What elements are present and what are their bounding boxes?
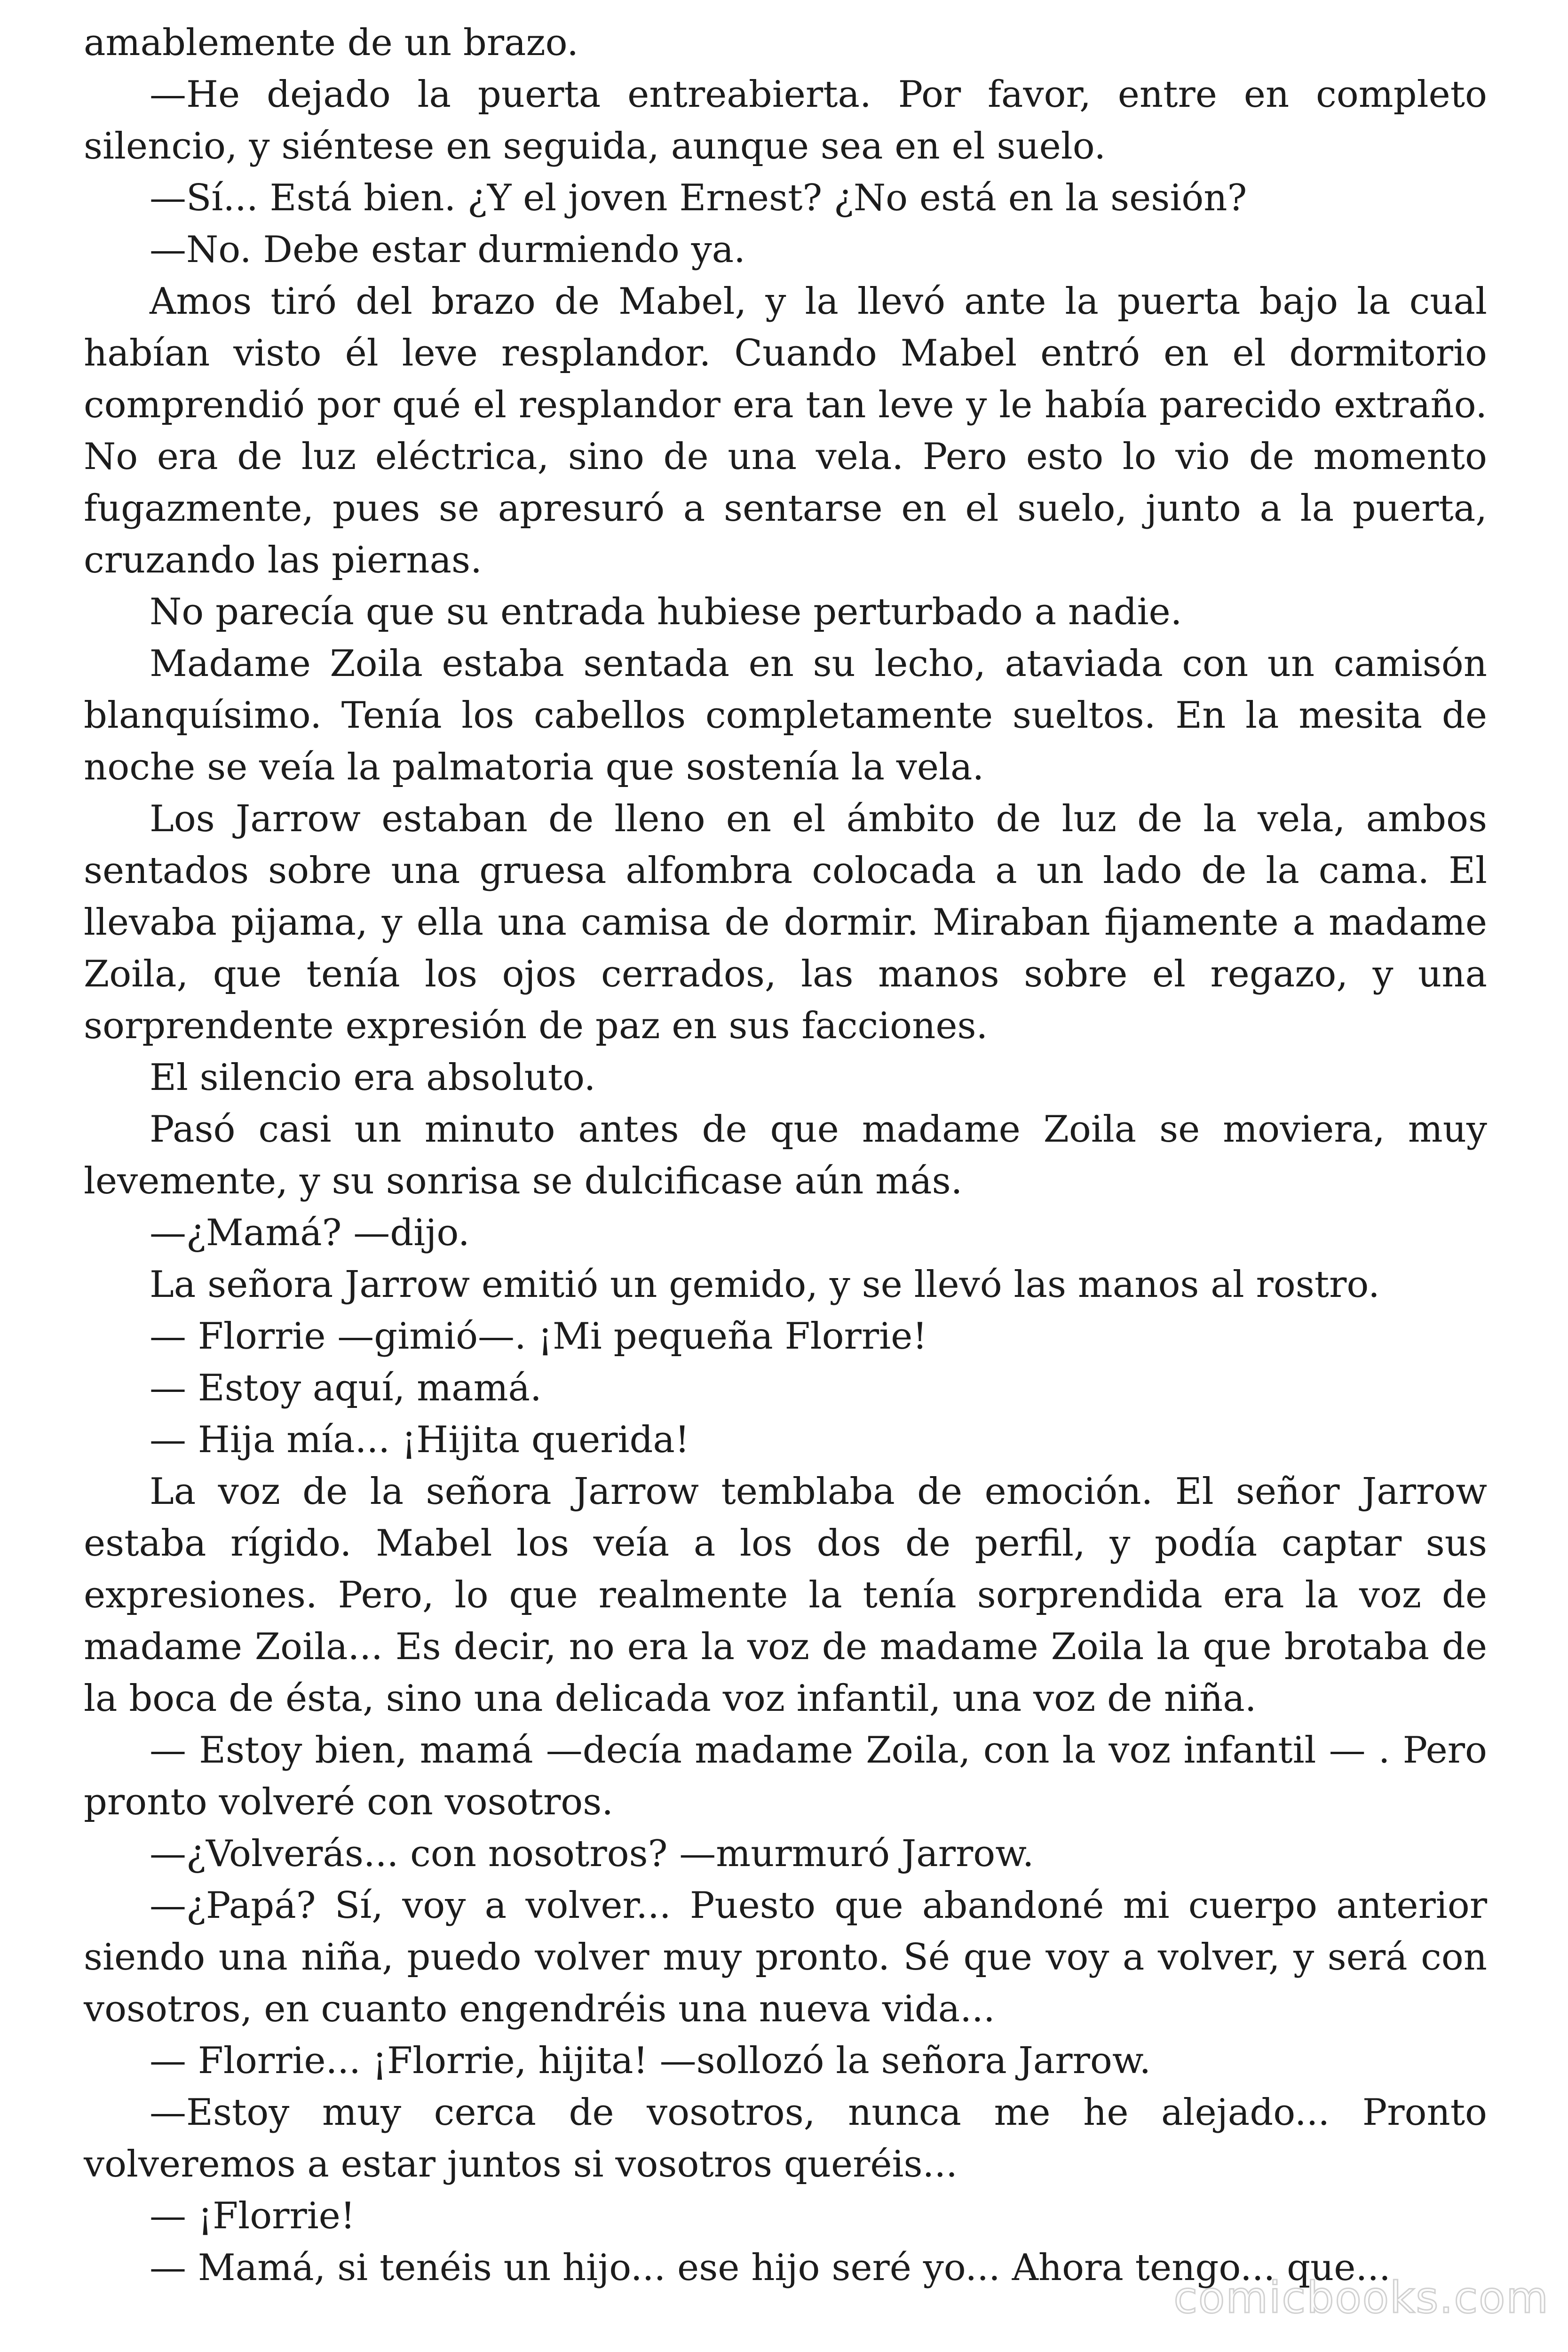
paragraph: amablemente de un brazo. — [84, 22, 579, 64]
paragraph: —No. Debe estar durmiendo ya. — [150, 229, 745, 271]
paragraph: Amos tiró del brazo de Mabel, y la llevó ante la puerta bajo la cual habían visto él leve resplandor. Cuando Mabel entró en el dormitorio comprendió por qué el resplandor era tan leve y le había parecido extraño. No era de luz eléctrica, sino de una vela. Pero esto lo vio de momento fugazmente, pues se apresuró a sentarse en el suelo, junto a la puerta, cruzando las piernas. — [84, 280, 1487, 581]
paragraph: No parecía que su entrada hubiese perturbado a nadie. — [150, 591, 1182, 633]
paragraph: La voz de la señora Jarrow temblaba de emoción. El señor Jarrow estaba rígido. Mabel los veía a los dos de perfil, y podía captar sus expresiones. Pero, lo que realmente la tenía sorprendida era la voz de madame Zoila... Es decir, no era la voz de madame Zoila la que brotaba de la boca de ésta, sino una delicada voz infantil, una voz de niña. — [84, 1470, 1487, 1720]
paragraph: El silencio era absoluto. — [150, 1057, 596, 1099]
paragraph: —Estoy muy cerca de vosotros, nunca me he alejado... Pronto volveremos a estar juntos si vosotros queréis... — [84, 2091, 1487, 2185]
paragraph: — Mamá, si tenéis un hijo... ese hijo seré yo... Ahora tengo... que... — [150, 2247, 1391, 2289]
paragraph: — Florrie... ¡Florrie, hijita! —sollozó la señora Jarrow. — [150, 2040, 1151, 2082]
paragraph: —He dejado la puerta entreabierta. Por favor, entre en completo silencio, y siéntese en seguida, aunque sea en el suelo. — [84, 73, 1487, 167]
paragraph: La señora Jarrow emitió un gemido, y se llevó las manos al rostro. — [150, 1263, 1380, 1306]
paragraph: —¿Mamá? —dijo. — [150, 1212, 470, 1254]
paragraph: Pasó casi un minuto antes de que madame Zoila se moviera, muy levemente, y su sonrisa se dulcificase aún más. — [84, 1108, 1487, 1202]
paragraph: Madame Zoila estaba sentada en su lecho, ataviada con un camisón blanquísimo. Tenía los cabellos completamente sueltos. En la mesita de noche se veía la palmatoria que sostenía la vela. — [84, 643, 1487, 788]
paragraph: —¿Papá? Sí, voy a volver... Puesto que abandoné mi cuerpo anterior siendo una niña, puedo volver muy pronto. Sé que voy a volver, y será con vosotros, en cuanto engendréis una nueva vida... — [84, 1884, 1487, 2030]
paragraph: — Estoy aquí, mamá. — [150, 1367, 542, 1409]
paragraph: Los Jarrow estaban de lleno en el ámbito de luz de la vela, ambos sentados sobre una gruesa alfombra colocada a un lado de la cama. El llevaba pijama, y ella una camisa de dormir. Miraban fijamente a madame Zoila, que tenía los ojos cerrados, las manos sobre el regazo, y una sorprendente expresión de paz en sus facciones. — [84, 798, 1487, 1047]
paragraph: — ¡Florrie! — [150, 2195, 356, 2237]
paragraph: — Hija mía... ¡Hijita querida! — [150, 1419, 690, 1461]
body-text — [84, 17, 1487, 2294]
paragraph: —Sí... Está bien. ¿Y el joven Ernest? ¿No está en la sesión? — [150, 177, 1247, 219]
paragraph: — Florrie —gimió—. ¡Mi pequeña Florrie! — [150, 1315, 927, 1358]
watermark: comicbooks.com — [1173, 2273, 1549, 2323]
paragraph: — Estoy bien, mamá —decía madame Zoila, con la voz infantil — . Pero pronto volveré con vosotros. — [84, 1729, 1487, 1823]
paragraph: —¿Volverás... con nosotros? —murmuró Jarrow. — [150, 1833, 1034, 1875]
